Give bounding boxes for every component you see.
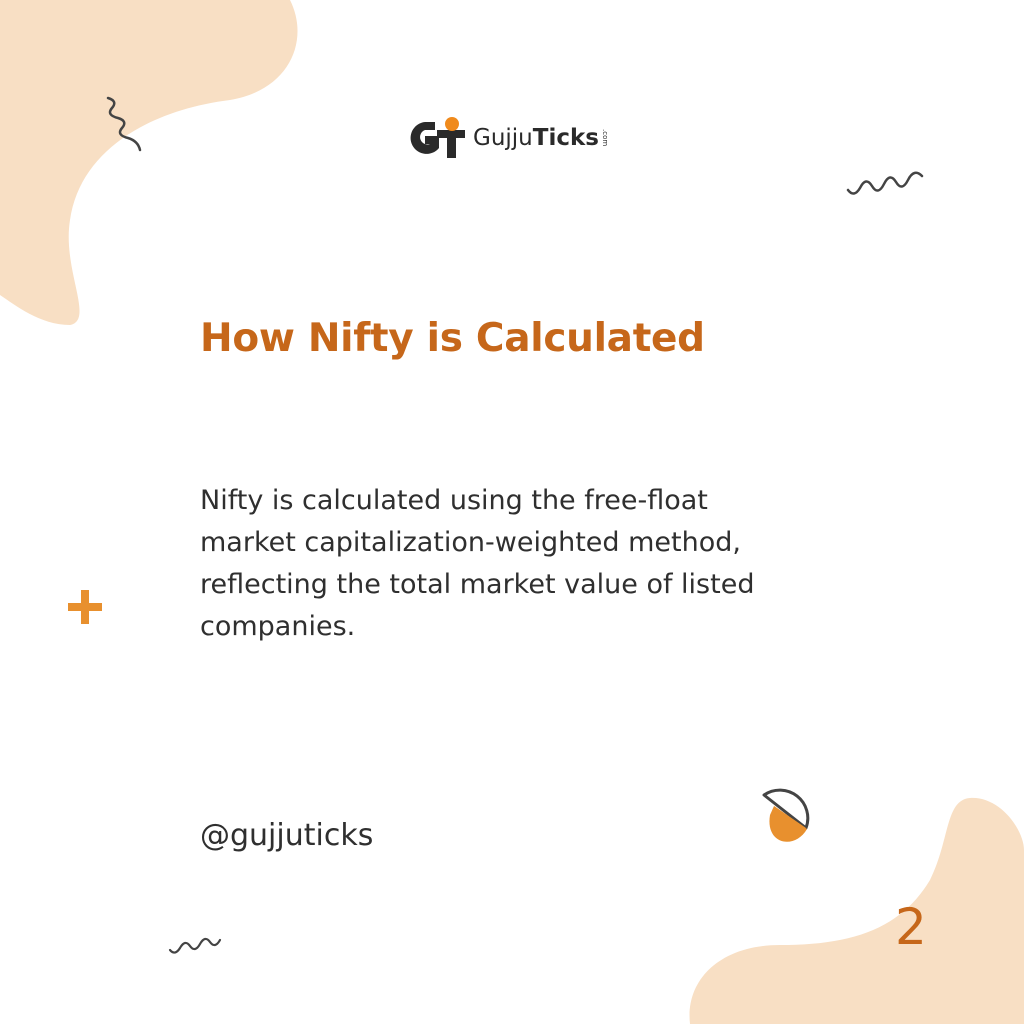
squiggle-icon [848, 173, 922, 194]
body-line: market capitalization-weighted method, [200, 527, 741, 558]
bottom-right-blob [690, 798, 1024, 1024]
brand-name: GujjuTicks [473, 125, 599, 151]
body-line: Nifty is calculated using the free-float [200, 485, 708, 516]
gt-logo-icon [405, 116, 467, 160]
body-line: reflecting the total market value of listed [200, 569, 755, 600]
brand-suffix: .com [600, 129, 609, 147]
brand-logo [405, 116, 609, 160]
half-circle-icon [764, 790, 808, 842]
plus-icon [68, 590, 102, 624]
social-handle: @gujjuticks [200, 818, 374, 853]
page-number: 2 [895, 898, 927, 956]
squiggle-icon [170, 939, 220, 953]
top-left-blob [0, 0, 298, 325]
body-text [200, 480, 820, 648]
body-line: companies. [200, 611, 356, 642]
page-title: How Nifty is Calculated [200, 316, 705, 361]
